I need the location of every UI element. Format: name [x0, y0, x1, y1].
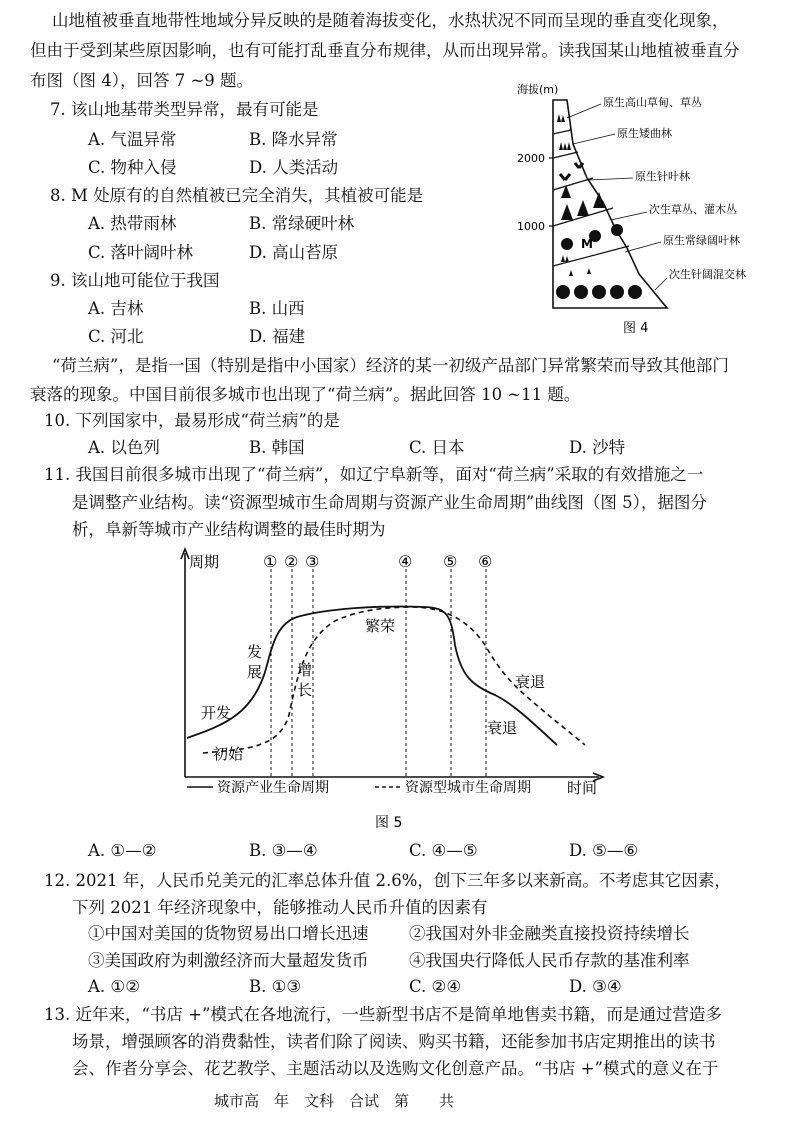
q10-option-b: B. 韩国: [249, 438, 305, 457]
q7-stem: 7. 该山地基带类型异常，最有可能是: [50, 100, 319, 119]
q10-option-d: D. 沙特: [569, 438, 626, 457]
fig4-layer-6: 次生针阔混交林: [669, 268, 746, 281]
q8-option-b: B. 常绿硬叶林: [249, 214, 355, 233]
label-zengzhang-2: 长: [297, 681, 313, 699]
label-fanrong: 繁荣: [365, 617, 396, 635]
q7-option-c: C. 物种入侵: [88, 158, 177, 177]
marker-1: ①: [263, 552, 278, 571]
fig4-layer-3: 原生针叶林: [635, 170, 690, 183]
q12-option-a: A. ①②: [88, 977, 140, 996]
q11-option-c: C. ④—⑤: [409, 841, 478, 860]
q13-stem-line-3: 会、作者分享会、花艺教学、主题活动以及选购文化创意产品。“书店 +”模式的意义在于: [72, 1059, 719, 1078]
legend-solid-label: 资源产业生命周期: [217, 780, 329, 796]
page-footer: 城市高 年 文科 合试 第 共: [214, 1092, 455, 1110]
passage2-line-1: “荷兰病”，是指一国（特别是指中小国家）经济的某一初级产品部门异常繁荣而导致其他部门: [52, 356, 729, 375]
label-chushi: 初始: [213, 745, 244, 763]
intro-line-3: 布图（图 4），回答 7 ~9 题。: [30, 71, 254, 90]
fig5-y-axis-label: 周期: [189, 553, 220, 571]
fig4-m-label: M: [581, 237, 593, 251]
q12-item-1: ①中国对美国的货物贸易出口增长迅速: [88, 924, 369, 943]
fig4-layer-1: 原生高山草甸、草丛: [603, 96, 702, 109]
fig4-tick-1000: 1000: [517, 220, 545, 233]
q12-item-3: ③美国政府为刺激经济而大量超发货币: [88, 951, 369, 970]
q13-stem-line-1: 13. 近年来，“书店 +”模式在各地流行，一些新型书店不是简单地售卖书籍，而是通过营造多: [44, 1005, 722, 1024]
label-kaifa: 开发: [201, 704, 232, 722]
marker-4: ④: [398, 552, 413, 571]
label-fazhan-1: 发: [247, 643, 263, 661]
fig5-caption: 图 5: [375, 815, 403, 831]
q8-stem: 8. M 处原有的自然植被已完全消失，其植被可能是: [50, 186, 424, 205]
q12-stem-line-1: 12. 2021 年，人民币兑美元的汇率总体升值 2.6%，创下三年多以来新高。不考虑其它因素，: [44, 871, 731, 890]
passage2-line-2: 衰落的现象。中国目前很多城市也出现了“荷兰病”。据此回答 10 ~11 题。: [30, 385, 581, 404]
fig4-layer-4: 次生草丛、灌木丛: [649, 203, 737, 216]
marker-6: ⑥: [478, 552, 493, 571]
fig4-caption: 图 4: [623, 321, 649, 336]
legend-dashed-label: 资源型城市生命周期: [405, 780, 531, 796]
q12-item-4: ④我国央行降低人民币存款的基准利率: [409, 951, 690, 970]
fig4-layer-5: 原生常绿阔叶林: [663, 234, 740, 247]
q10-option-a: A. 以色列: [88, 438, 160, 457]
figure-4-vegetation-diagram: [515, 80, 775, 342]
q12-option-b: B. ①③: [249, 977, 302, 996]
label-shuaitui-solid: 衰退: [487, 719, 518, 737]
q12-item-2: ②我国对外非金融类直接投资持续增长: [409, 924, 690, 943]
q12-stem-line-2: 下列 2021 年经济现象中，能够推动人民币升值的因素有: [72, 898, 488, 917]
marker-2: ②: [284, 552, 299, 571]
q10-option-c: C. 日本: [409, 438, 465, 457]
q9-stem: 9. 该山地可能位于我国: [50, 271, 220, 290]
marker-3: ③: [305, 552, 320, 571]
label-fazhan-2: 展: [247, 663, 263, 681]
intro-line-1: 山地植被垂直地带性地域分异反映的是随着海拔变化，水热状况不同而呈现的垂直变化现象，: [52, 11, 729, 30]
q12-option-c: C. ②④: [409, 977, 462, 996]
q12-option-d: D. ③④: [569, 977, 622, 996]
q11-option-a: A. ①—②: [88, 841, 157, 860]
intro-line-2: 但由于受到某些原因影响，也有可能打乱垂直分布规律，从而出现异常。读我国某山地植被垂直分: [30, 41, 740, 60]
q10-stem: 10. 下列国家中，最易形成“荷兰病”的是: [44, 411, 340, 430]
figure-5-lifecycle-chart: [175, 545, 625, 835]
label-shuaitui-dashed: 衰退: [515, 673, 546, 691]
fig4-y-axis-label: 海拔(m): [517, 83, 559, 96]
fig4-layer-2: 原生矮曲林: [617, 127, 672, 140]
fig5-x-axis-label: 时间: [567, 779, 598, 797]
q9-option-b: B. 山西: [249, 299, 305, 318]
q9-option-a: A. 吉林: [88, 299, 144, 318]
q11-option-d: D. ⑤—⑥: [569, 841, 639, 860]
fig4-tick-2000: 2000: [517, 152, 545, 165]
q8-option-d: D. 高山苔原: [249, 243, 339, 262]
q8-option-c: C. 落叶阔叶林: [88, 243, 194, 262]
q11-stem-line-2: 是调整产业结构。读“资源型城市生命周期与资源产业生命周期”曲线图（图 5），据图分: [72, 493, 707, 512]
marker-5: ⑤: [443, 552, 458, 571]
q7-option-a: A. 气温异常: [88, 130, 177, 149]
q9-option-d: D. 福建: [249, 327, 306, 346]
q13-stem-line-2: 场景，增强顾客的消费黏性，读者们除了阅读、购买书籍，还能参加书店定期推出的读书: [72, 1032, 716, 1051]
q9-option-c: C. 河北: [88, 327, 144, 346]
q7-option-d: D. 人类活动: [249, 158, 339, 177]
q11-stem-line-1: 11. 我国目前很多城市出现了“荷兰病”，如辽宁阜新等，面对“荷兰病”采取的有效措施之一: [44, 465, 704, 484]
q11-stem-line-3: 析，阜新等城市产业结构调整的最佳时期为: [72, 520, 386, 539]
q11-option-b: B. ③—④: [249, 841, 318, 860]
label-zengzhang-1: 增: [297, 661, 313, 679]
q7-option-b: B. 降水异常: [249, 130, 338, 149]
q8-option-a: A. 热带雨林: [88, 214, 177, 233]
